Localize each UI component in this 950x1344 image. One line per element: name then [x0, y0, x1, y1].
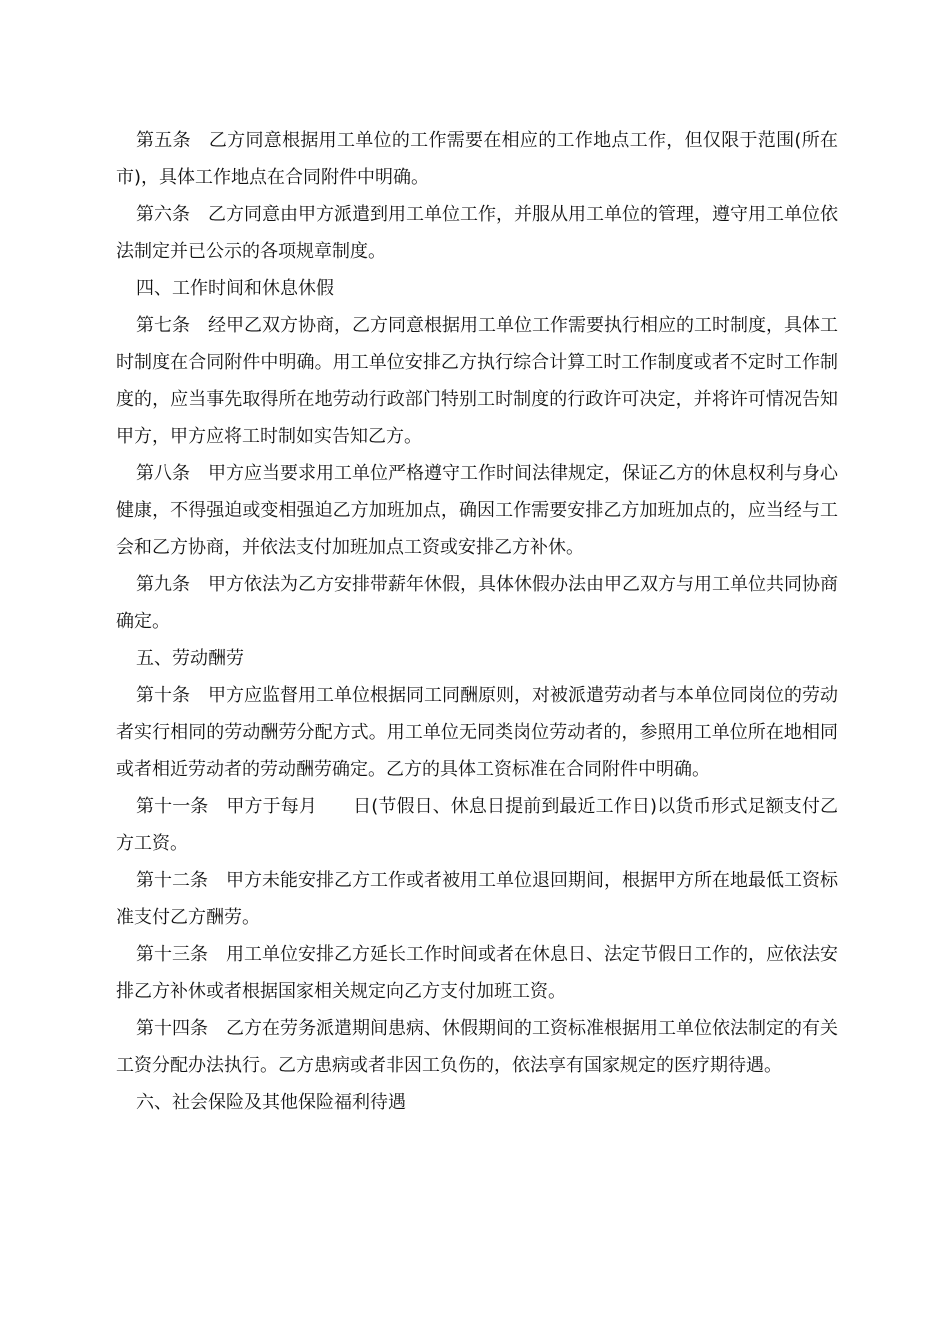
article-number: 第十三条: [136, 944, 208, 965]
article-text: 经甲乙双方协商，乙方同意根据用工单位工作需要执行相应的工时制度，具体工时制度在合同附件中明确。用工单位安排乙方执行综合计算工时工作制度或者不定时工作制度的，应当事先取得所在地劳动行政部门特别工时制度的行政许可决定，并将许可情况告知甲方，甲方应将工时制如实告知乙方。: [116, 315, 838, 447]
article-9: [116, 566, 838, 640]
article-13: [116, 936, 838, 1010]
article-14: [116, 1010, 838, 1084]
article-number: 第十二条: [136, 870, 208, 891]
section-heading-5: 五、劳动酬劳: [136, 648, 244, 669]
section-heading-4: 四、工作时间和休息休假: [136, 278, 334, 299]
article-12: [116, 862, 838, 936]
article-8: [116, 455, 838, 566]
article-number: 第五条: [136, 130, 191, 151]
article-number: 第十条: [136, 685, 190, 706]
article-7: [116, 307, 838, 455]
article-text: 甲方未能安排乙方工作或者被用工单位退回期间，根据甲方所在地最低工资标准支付乙方酬劳。: [116, 870, 838, 928]
article-text: 用工单位安排乙方延长工作时间或者在休息日、法定节假日工作的，应依法安排乙方补休或者根据国家相关规定向乙方支付加班工资。: [116, 944, 838, 1002]
article-text: 乙方同意根据用工单位的工作需要在相应的工作地点工作，但仅限于范围(所在市)，具体工作地点在合同附件中明确。: [116, 130, 838, 188]
article-5: [116, 122, 838, 196]
article-number: 第六条: [136, 204, 190, 225]
section-heading-6: 六、社会保险及其他保险福利待遇: [136, 1092, 406, 1113]
article-text: 乙方在劳务派遣期间患病、休假期间的工资标准根据用工单位依法制定的有关工资分配办法执行。乙方患病或者非因工负伤的，依法享有国家规定的医疗期待遇。: [116, 1018, 838, 1076]
document-page: [116, 122, 838, 1121]
article-number: 第七条: [136, 315, 190, 336]
article-text: 甲方应监督用工单位根据同工同酬原则，对被派遣劳动者与本单位同岗位的劳动者实行相同的劳动酬劳分配方式。用工单位无同类岗位劳动者的，参照用工单位所在地相同或者相近劳动者的劳动酬劳确定。乙方的具体工资标准在合同附件中明确。: [116, 685, 838, 780]
article-number: 第十一条: [136, 796, 209, 817]
article-text: 甲方应当要求用工单位严格遵守工作时间法律规定，保证乙方的休息权利与身心健康，不得强迫或变相强迫乙方加班加点，确因工作需要安排乙方加班加点的，应当经与工会和乙方协商，并依法支付加班加点工资或安排乙方补休。: [116, 463, 838, 558]
article-11: [116, 788, 838, 862]
article-10: [116, 677, 838, 788]
article-number: 第十四条: [136, 1018, 208, 1039]
article-text: 甲方于每月 日(节假日、休息日提前到最近工作日)以货币形式足额支付乙方工资。: [116, 796, 839, 854]
article-number: 第八条: [136, 463, 190, 484]
article-number: 第九条: [136, 574, 190, 595]
article-text: 乙方同意由甲方派遣到用工单位工作，并服从用工单位的管理，遵守用工单位依法制定并已公示的各项规章制度。: [116, 204, 838, 262]
article-6: [116, 196, 838, 270]
article-text: 甲方依法为乙方安排带薪年休假，具体休假办法由甲乙双方与用工单位共同协商确定。: [116, 574, 838, 632]
